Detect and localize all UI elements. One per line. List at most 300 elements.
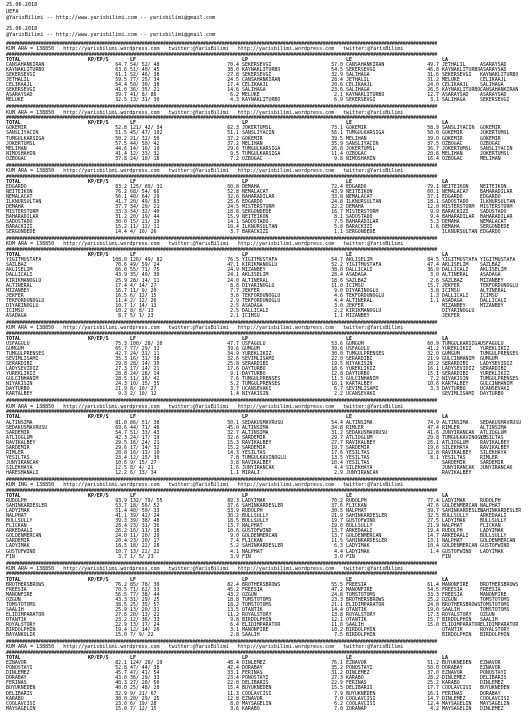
table-cell: GOLDENMERCAN [242, 533, 278, 540]
table-cell: 54.4 [331, 419, 343, 426]
table-cell: 70.2 [331, 498, 343, 505]
table-cell: 29.6 [115, 444, 127, 451]
race-table [6, 661, 523, 711]
table-cell: 4.4 [334, 548, 343, 555]
table-cell: BAHARADILAR [346, 219, 379, 226]
table-cell: 47.7 [227, 340, 239, 347]
table-cell: RIMLER [480, 454, 498, 461]
table-cell: OTANTIK [346, 617, 367, 623]
table-cell: ALTINSIMA [442, 419, 469, 426]
table-cell: GOLDENMERCAN [346, 533, 382, 540]
table-cell: RAVIKALBEY [242, 439, 272, 446]
table-cell: 12.8 [227, 695, 239, 702]
table-cell: 13.5 [331, 454, 343, 461]
table-cell: MELIHAN [442, 150, 463, 157]
table-cell: 22.9 [331, 680, 343, 687]
table-cell: PONOSTAYI [480, 670, 507, 677]
table-cell: EZNAVOR [6, 660, 27, 667]
table-cell: 41.6 [427, 429, 439, 436]
table-cell: JUNYIRANCAK [6, 459, 39, 466]
table-cell: 84.5 [427, 257, 439, 264]
table-cell: 18/ 56/ 52 [130, 503, 160, 510]
table-cell: FIN [346, 553, 355, 560]
table-cell: OZGUN [442, 596, 457, 603]
table-cell: 15.5 [331, 685, 343, 692]
table-cell: SARDEMIR [442, 459, 466, 466]
table-cell: CANSAHANKIRAN [6, 62, 45, 69]
table-cell: 24/ 28/ 14 [130, 371, 160, 378]
table-cell: SAHINKARDESLER [242, 543, 284, 550]
table-cell: 30.0 [115, 695, 127, 702]
table-cell: EZNAVOR [242, 695, 263, 702]
table-cell: 3.1 [430, 97, 439, 104]
table-cell: 32.6 [227, 356, 239, 363]
table-cell: 19.4 [427, 528, 439, 535]
table-cell: 28.4 [115, 523, 127, 530]
table-cell: FERINAS [6, 680, 27, 687]
table-cell: DORABAY [6, 675, 27, 682]
table-cell: 4/ 10/ 26 [130, 229, 157, 236]
table-cell: 132/ 79/ 55 [130, 498, 163, 505]
table-cell: 32.6 [227, 434, 239, 441]
table-cell: 53.7 [115, 503, 127, 510]
table-cell: ALTINERAL [6, 282, 33, 289]
table-cell: 21/ 32/ 50 [130, 135, 160, 142]
table-cell: 24.1 [227, 272, 239, 279]
column-header: LF [130, 178, 136, 185]
table-cell: ATLIOGLUM [442, 439, 469, 446]
table-cell: 2.2 [334, 307, 343, 314]
table-cell: ELIDIMPARATOR [480, 622, 519, 629]
table-cell: NALPHAT [242, 548, 263, 555]
table-cell: 36.7 [427, 145, 439, 152]
table-cell: MAYSAGELIN [442, 700, 472, 707]
table-cell: 37.5 [427, 140, 439, 147]
table-cell: 37.1 [427, 193, 439, 200]
table-cell: 4/ 14/ 27 [130, 282, 157, 289]
table-cell: 11/ 9/ 20 [130, 287, 157, 294]
table-cell: 23/ 20/ 17 [130, 538, 160, 545]
table-cell: EDGARDO [442, 193, 463, 200]
table-cell: 38.0 [227, 67, 239, 74]
table-cell: 16.1 [427, 366, 439, 373]
table-cell: 3.0 [430, 272, 439, 279]
table-cell [384, 555, 442, 560]
table-cell: 15.0 [115, 705, 127, 712]
table-cell: 7/ 9/ 22 [130, 632, 154, 639]
table-cell: BULLSULLY [346, 523, 373, 530]
table-cell: 7.2 [230, 155, 239, 162]
table-cell: 27.8 [227, 72, 239, 79]
table-cell: 1/ 5/ 23 [130, 553, 154, 560]
table-cell: TEKFORDUNOGLU [242, 297, 281, 304]
table-cell: 32.7 [227, 429, 239, 436]
table-cell: GOKEMIR [442, 130, 463, 137]
table-cell: ASADAGA [6, 312, 27, 319]
table-cell: BULLSULLY [6, 518, 33, 525]
table-cell: RIMLER [346, 424, 364, 431]
table-cell: SEKERSEVGI [480, 97, 510, 104]
table-cell: 11.4 [331, 150, 343, 157]
table-cell: 26.8 [331, 145, 343, 152]
race-block [6, 164, 523, 236]
table-cell: 12/ 36/ 33 [130, 617, 160, 623]
table-cell: 5.2 [230, 381, 239, 388]
table-cell: SANSLIYACIN [6, 130, 39, 137]
table-cell: BULLSULLY [480, 518, 507, 525]
table-cell: LADYIMAK [242, 498, 266, 505]
table-cell: BARACKIZI [442, 209, 469, 216]
table-cell: 66.0 [115, 267, 127, 274]
table-cell: 6.3 [334, 543, 343, 550]
table-cell: 51.4 [115, 508, 127, 515]
race-title: KUM ARA = 138850 http://yarisbilimi.wordpress.com twitter:@YarisBilimi http://yarisbilimi.wordpress.com twitter:@YarisBilimi [6, 565, 404, 572]
separator-line: ################################################################################################################################################################## [6, 649, 437, 656]
table-cell: ALTINERAL [242, 277, 269, 284]
table-cell: RUDOLPH [242, 508, 263, 515]
table-cell: 1.6 [230, 464, 239, 471]
table-cell: PONOSTAYI [242, 675, 269, 682]
table-cell: 47.1 [227, 262, 239, 269]
table-cell: 60.1 [427, 188, 439, 195]
table-cell: 9.4 [430, 214, 439, 221]
table-cell: GUMGUM [480, 356, 498, 363]
column-header: LA [442, 56, 448, 63]
table-cell: SERARDIBI [480, 366, 507, 373]
table-cell: 3.3 [430, 386, 439, 393]
table-cell: 8.8 [230, 282, 239, 289]
table-cell: OTANTIK [6, 617, 27, 623]
table-cell: 27.5 [427, 518, 439, 525]
table-cell: DALLICALI [346, 267, 373, 274]
table-cell: YIGITMUSTAFA [480, 257, 516, 264]
table-cell: YESILTAS [442, 454, 466, 461]
table-cell: SEDAKUSMAVRUSU [480, 419, 522, 426]
table-cell: KAYNAKLITURBO [6, 67, 45, 74]
table-cell: 21.1 [331, 601, 343, 608]
table-cell: ELIDIMPARATOR [442, 622, 481, 629]
table-cell: DIYARINOGLU [6, 302, 39, 309]
table-cell: YIGITMUSTAFA [242, 257, 278, 264]
table-cell: 2.9 [334, 469, 343, 476]
table-cell: OTANTIK [346, 606, 367, 613]
table-cell: 39.7 [115, 92, 127, 99]
table-cell: 25.9 [115, 606, 127, 613]
table-cell: 34.9 [227, 351, 239, 358]
table-cell: COOLAVCISI [442, 685, 472, 692]
table-cell: JUNYIRANCAK [242, 464, 275, 471]
table-cell: KIRIKMANOGLU [6, 277, 42, 284]
table-cell: 7.6 [230, 376, 239, 383]
table-cell: FLICKAN [346, 503, 367, 510]
table-cell: 9/ 21/ 67 [130, 690, 157, 697]
table-cell: ICIMSU [6, 307, 24, 314]
table-cell: RAVIKALBEY [442, 449, 472, 456]
race-title: KUM ARA = 138850 http://yarisbilimi.wordpress.com twitter:@YarisBilimi http://yarisbilimi.wordpress.com twitter:@YarisBilimi [6, 644, 404, 651]
table-cell: DINLEMEZ [6, 670, 30, 677]
table-cell: DINLEMEZ [442, 675, 466, 682]
table-cell: 12.4 [427, 700, 439, 707]
table-cell: NEITEIKON [442, 183, 469, 190]
table-cell: 31/ 29/ 25 [130, 596, 160, 603]
table-cell: 8/ 4/ 21 [130, 464, 154, 471]
table-cell: TUMGULPRENSES [6, 351, 45, 358]
table-cell: YESILTAS [346, 449, 370, 456]
table-cell: DINLEMEZ [480, 705, 504, 712]
table-cell: SILEKHAYA [442, 444, 469, 451]
race-table [6, 126, 523, 161]
table-cell: 11.3 [331, 376, 343, 383]
table-cell: 14.4 [331, 606, 343, 613]
table-cell: LADYSEVIDIZ [6, 366, 39, 373]
table-cell: DELIBARIS [480, 675, 507, 682]
table-cell: 41.2 [427, 345, 439, 352]
table-cell: GUSTOFWIND [442, 548, 472, 555]
table-cell: 60.8 [227, 183, 239, 190]
table-cell: BUYUKNEDEN [6, 685, 36, 692]
table-cell: SAHINKARDESLER [442, 508, 484, 515]
column-header: LP [242, 655, 248, 662]
table-cell: 31.2 [331, 670, 343, 677]
column-header: LF [130, 414, 136, 421]
table-cell: SAALIH [346, 622, 364, 629]
table-cell: MANONFIRE [480, 591, 507, 598]
table-cell: MELIHAN [6, 145, 27, 152]
column-header: LE [346, 335, 352, 342]
table-cell: BAHARADILAR [242, 193, 275, 200]
table-cell: 13.7 [331, 533, 343, 540]
table-cell: 18.5 [115, 543, 127, 550]
table-cell: FREESIA [442, 591, 463, 598]
table-cell: 13.8 [331, 611, 343, 618]
table-cell: 26.1 [427, 439, 439, 446]
column-header: TOTAL [6, 576, 21, 583]
table-cell: KARABO [442, 680, 460, 687]
table-cell: KAYNAKLITURBO [442, 67, 481, 74]
table-cell: 14.7 [427, 533, 439, 540]
table-cell: 24/ 10/ 18 [130, 155, 160, 162]
table-cell: 41.4 [115, 150, 127, 157]
column-header: KP/EP/S [88, 56, 109, 63]
table-cell: 11.4 [115, 297, 127, 304]
table-cell: FREESIA [480, 586, 501, 593]
table-cell: FLICKAN [480, 523, 501, 530]
table-cell: NEMALACAT [6, 193, 33, 200]
table-cell: 24.0 [115, 533, 127, 540]
table-cell: 51.5 [115, 130, 127, 137]
table-cell: 9.9 [430, 209, 439, 216]
table-cell: LADYSEVIDIZ [480, 361, 513, 368]
table-cell: 22.9 [115, 622, 127, 629]
table-cell: DAYTURBO [6, 386, 30, 393]
table-cell: USFAGULU [346, 345, 370, 352]
table-cell: 11.0 [331, 282, 343, 289]
table-cell: JOKERTUMSL [6, 140, 36, 147]
table-cell: BROTHERSBROWS [442, 601, 481, 608]
table-cell: EZNAVOR [480, 665, 501, 672]
table-cell: YIGITMUSTAFA [346, 262, 382, 269]
table-cell: 22.0 [331, 356, 343, 363]
table-cell: 31.2 [115, 214, 127, 221]
table-cell: AKLISELIM [480, 267, 507, 274]
table-cell: 37.2 [227, 135, 239, 142]
column-header: LF [130, 120, 136, 127]
table-cell: SILEKHAYA [480, 449, 507, 456]
table-cell: FLICKAN [242, 538, 263, 545]
table-cell: 3.8 [230, 459, 239, 466]
table-cell: ALTINERAL [346, 297, 373, 304]
table-cell: 3.9 [230, 553, 239, 560]
column-header: LA [442, 414, 448, 421]
column-header: TOTAL [6, 120, 21, 127]
table-cell: ASADAGA [480, 272, 501, 279]
table-cell: 23.4 [227, 675, 239, 682]
table-cell: 52.8 [115, 125, 127, 132]
table-cell: 29.8 [115, 361, 127, 368]
table-cell: SAHINKARDESLER [480, 508, 522, 515]
table-cell: MISTERSTORM [6, 209, 39, 216]
table-cell: 13.7 [227, 523, 239, 530]
separator-line: ################################################################################################################################################################## [6, 247, 437, 254]
table-cell: 47.4 [427, 424, 439, 431]
separator-line: ################################################################################################################################################################## [6, 162, 437, 169]
table-cell: MIZANBEY [442, 302, 466, 309]
table-cell: 62.3 [227, 125, 239, 132]
table-cell: 52/ 46/ 38 [130, 72, 160, 79]
table-cell: GULCINHANIM [442, 356, 475, 363]
table-cell: 28/ 14/ 11 [130, 277, 160, 284]
table-cell: AKLISELIM [242, 272, 269, 279]
table-cell: 81.0 [115, 419, 127, 426]
table-cell: 2/ 10/ 12 [130, 391, 157, 398]
table-cell: 24.3 [115, 381, 127, 388]
table-cell: 16.5 [115, 292, 127, 299]
table-cell: 7.4 [230, 538, 239, 545]
table-cell: 15/ 21/ 19 [130, 219, 160, 226]
separator-line: ################################################################################################################################################################## [6, 571, 437, 578]
table-cell: 23.2 [115, 617, 127, 623]
table-cell: 47/ 41/ 54 [130, 670, 160, 677]
table-cell [384, 314, 442, 319]
table-cell: DAYTURBO [480, 391, 504, 398]
table-cell: 29.7 [331, 434, 343, 441]
race-title: KUM ING = 138850 http://yarisbilimi.wordpress.com twitter:@YarisBilimi http://yarisbilimi.wordpress.com twitter:@YarisBilimi [6, 482, 404, 489]
table-cell: DEMAHA [6, 204, 24, 210]
table-cell: 42.4 [227, 665, 239, 672]
table-cell: OZBOGAC [242, 155, 263, 162]
column-header: LE [346, 56, 352, 63]
column-header: TOTAL [6, 56, 21, 63]
column-header: LP [242, 414, 248, 421]
table-cell: DORABAY [242, 665, 263, 672]
table-cell: 13.1 [427, 538, 439, 545]
table-cell: ALTINSIMA [346, 419, 373, 426]
table-cell: ICIMSU [242, 312, 260, 319]
table-cell: JETHALIL [442, 62, 466, 69]
column-header: LF [130, 576, 136, 583]
table-cell: 51/ 40/ 45 [130, 67, 160, 74]
table-cell: SADOSTADO [6, 219, 33, 226]
table-cell: 46.8 [427, 67, 439, 74]
table-cell: JUNYIRANCAK [442, 464, 475, 471]
table-cell: MELIHAN [480, 155, 501, 162]
table-cell: 72.4 [331, 183, 343, 190]
table-cell: 38.5 [115, 601, 127, 608]
separator-line: ################################################################################################################################################################## [6, 477, 437, 484]
table-cell: SEKERSEVGI [346, 97, 376, 104]
table-cell: RUDOLPH [6, 498, 27, 505]
table-cell: 10.6 [427, 381, 439, 388]
table-cell: KARABO [346, 675, 364, 682]
table-cell: SEDAKUSMAVRUSU [242, 419, 284, 426]
table-cell: 43.0 [115, 675, 127, 682]
table-cell: ASARAYSAD [6, 92, 33, 99]
table-cell: 23.4 [115, 454, 127, 461]
table-cell: ILKNURSULTAN [242, 224, 278, 231]
table-cell: 47.2 [331, 586, 343, 593]
table-cell: AKLISELIM [442, 262, 469, 269]
table-cell: 24.8 [331, 591, 343, 598]
table-cell: CELIKAAJL [346, 82, 373, 89]
table-cell: ROYALSTORY [242, 611, 272, 618]
table-cell: MAYSAGELIN [242, 700, 272, 707]
table-cell: 59.5 [115, 77, 127, 84]
separator-line: ################################################################################################################################################################## [6, 487, 437, 494]
table-cell: 10.2 [115, 307, 127, 314]
table-cell: MISTERSTORM [242, 204, 275, 210]
column-header: LF [130, 56, 136, 63]
table-cell: 20.4 [115, 538, 127, 545]
race-title: KUM ARA = 138850 http://yarisbilimi.wordpress.com twitter:@YarisBilimi http://yarisbilimi.wordpress.com twitter:@YarisBilimi [6, 325, 404, 332]
table-cell: ICIMSU [480, 292, 498, 299]
table-cell: 24.0 [227, 277, 239, 284]
table-cell: KARTALBEY [6, 391, 33, 398]
table-cell: 25.8 [227, 361, 239, 368]
table-cell: RUDOLPH [442, 528, 463, 535]
table-cell: 3.6 [230, 705, 239, 712]
table-cell: CELIKAAJL [480, 77, 507, 84]
table-cell: SALIHAGA [242, 87, 266, 94]
column-header: KP/EP/S [88, 178, 109, 185]
table-cell: CANSAHANKIRAN [480, 87, 519, 94]
table-cell: 39/ 42/ 24 [130, 513, 160, 520]
table-cell: 8.7 [118, 312, 127, 319]
table-cell: 20.6 [331, 82, 343, 89]
table-cell: DIYARINOGLU [346, 287, 379, 294]
table-cell: 16.7 [115, 287, 127, 294]
table-cell: SAZLBAZ [346, 277, 367, 284]
table-cell: 76.2 [115, 581, 127, 588]
table-cell: TOMSTOTOMS [480, 606, 510, 613]
table-cell: EDGARDO [480, 229, 501, 236]
table-cell: 19.5 [331, 361, 343, 368]
table-cell: MELIHAN [346, 135, 367, 142]
race-title: KUM ARA = 138850 http://yarisbilimi.wordpress.com twitter:@YarisBilimi http://yarisbilimi.wordpress.com twitter:@YarisBilimi [6, 403, 404, 410]
table-cell: 55.5 [331, 581, 343, 588]
table-cell: BROTHERSBROWS [480, 581, 519, 588]
column-header: LF [130, 252, 136, 259]
table-cell: 28/ 14/ 30 [130, 361, 160, 368]
race-block [6, 640, 523, 712]
table-cell: OZGUN [480, 611, 495, 618]
table-cell: 60.9 [427, 340, 439, 347]
table-cell: 83.2 [115, 183, 127, 190]
table-cell: BARACKIZI [242, 229, 269, 236]
table-cell: CELIKAAJL [442, 82, 469, 89]
table-cell: 39.6 [331, 345, 343, 352]
table-cell: 44/ 71/ 48 [130, 424, 160, 431]
table-cell: KARABO [6, 695, 24, 702]
